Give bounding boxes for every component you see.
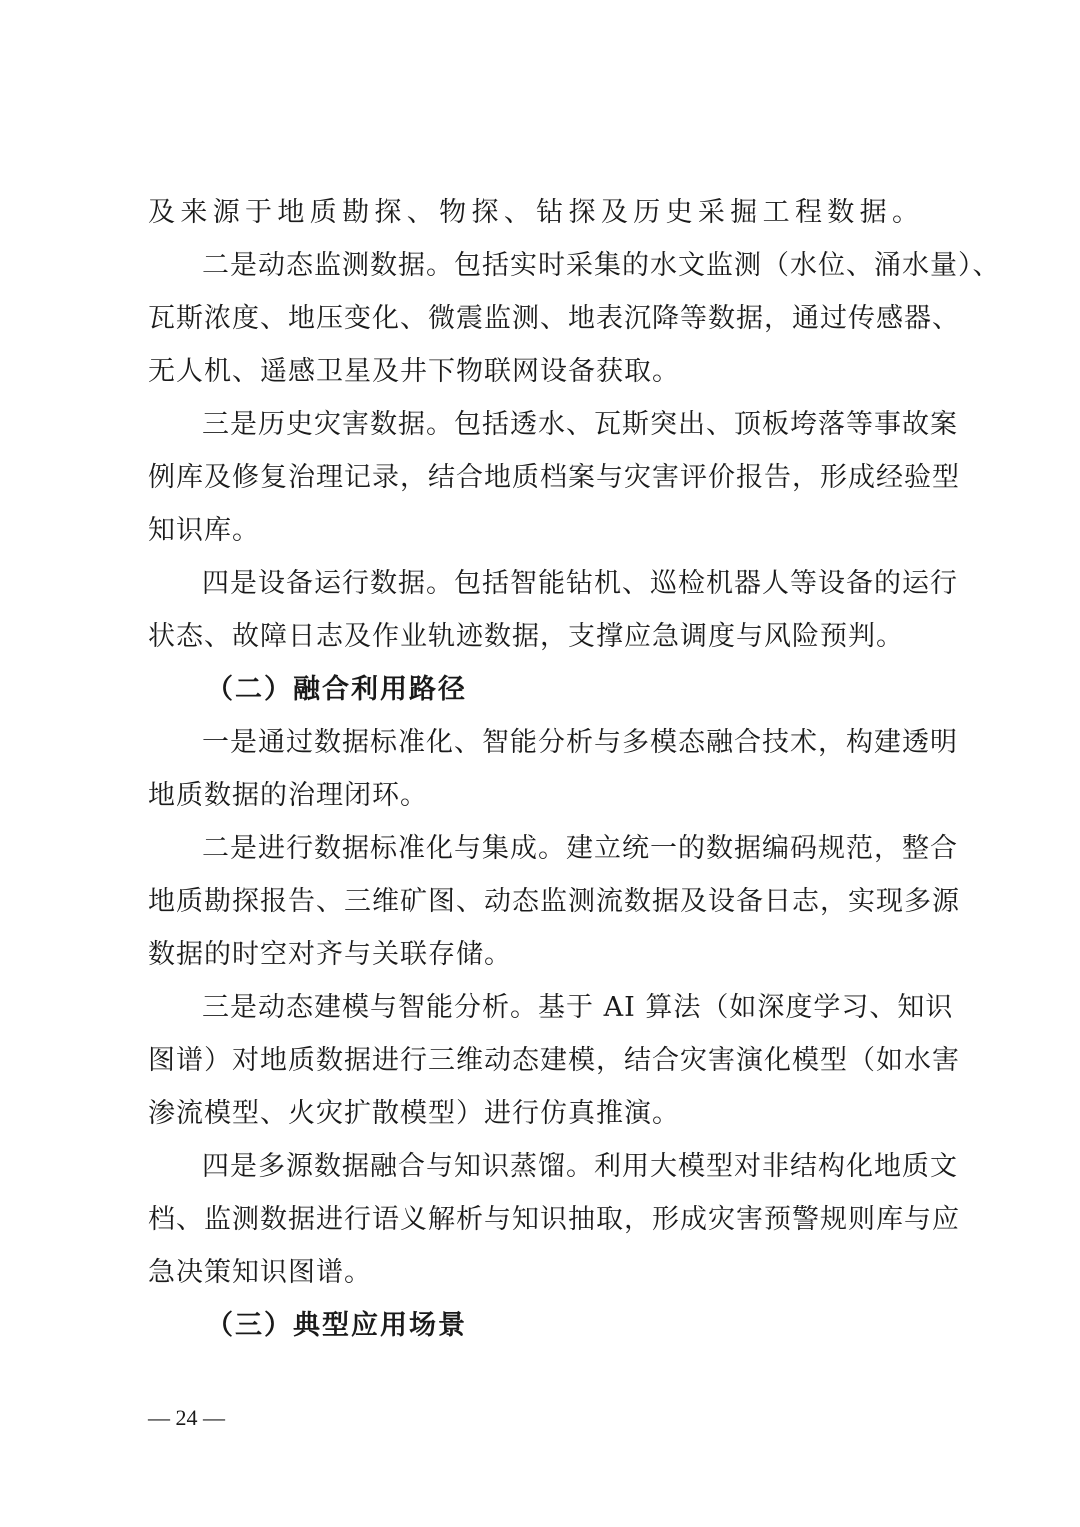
paragraph-line: 地质勘探报告、三维矿图、动态监测流数据及设备日志，实现多源 — [148, 886, 960, 917]
paragraph-line: 三是动态建模与智能分析。基于 AI 算法（如深度学习、知识 — [202, 992, 954, 1023]
paragraph-line: 四是多源数据融合与知识蒸馏。利用大模型对非结构化地质文 — [202, 1151, 958, 1182]
paragraph-line: 瓦斯浓度、地压变化、微震监测、地表沉降等数据，通过传感器、 — [148, 303, 960, 334]
paragraph-line: 渗流模型、火灾扩散模型）进行仿真推演。 — [148, 1098, 680, 1129]
paragraph-line: 三是历史灾害数据。包括透水、瓦斯突出、顶板垮落等事故案 — [202, 409, 958, 440]
paragraph-line: 四是设备运行数据。包括智能钻机、巡检机器人等设备的运行 — [202, 568, 958, 599]
paragraph-line: 档、监测数据进行语义解析与知识抽取，形成灾害预警规则库与应 — [148, 1204, 960, 1235]
paragraph-line: 图谱）对地质数据进行三维动态建模，结合灾害演化模型（如水害 — [148, 1045, 960, 1076]
paragraph-line: 急决策知识图谱。 — [148, 1257, 372, 1288]
section-heading: （二）融合利用路径 — [206, 674, 467, 705]
paragraph-line: 二是动态监测数据。包括实时采集的水文监测（水位、涌水量）、 — [202, 250, 1001, 281]
paragraph-line: 例库及修复治理记录，结合地质档案与灾害评价报告，形成经验型 — [148, 462, 960, 493]
paragraph-line: 一是通过数据标准化、智能分析与多模态融合技术，构建透明 — [202, 727, 958, 758]
paragraph-line: 二是进行数据标准化与集成。建立统一的数据编码规范，整合 — [202, 833, 958, 864]
paragraph-line: 及来源于地质勘探、物探、钻探及历史采掘工程数据。 — [148, 197, 920, 228]
paragraph-line: 数据的时空对齐与关联存储。 — [148, 939, 512, 970]
section-heading: （三）典型应用场景 — [206, 1310, 467, 1341]
paragraph-line: 状态、故障日志及作业轨迹数据，支撑应急调度与风险预判。 — [148, 621, 904, 652]
page-number: — 24 — — [148, 1405, 225, 1430]
paragraph-line: 无人机、遥感卫星及井下物联网设备获取。 — [148, 356, 680, 387]
paragraph-line: 地质数据的治理闭环。 — [148, 780, 428, 811]
paragraph-line: 知识库。 — [148, 515, 260, 546]
